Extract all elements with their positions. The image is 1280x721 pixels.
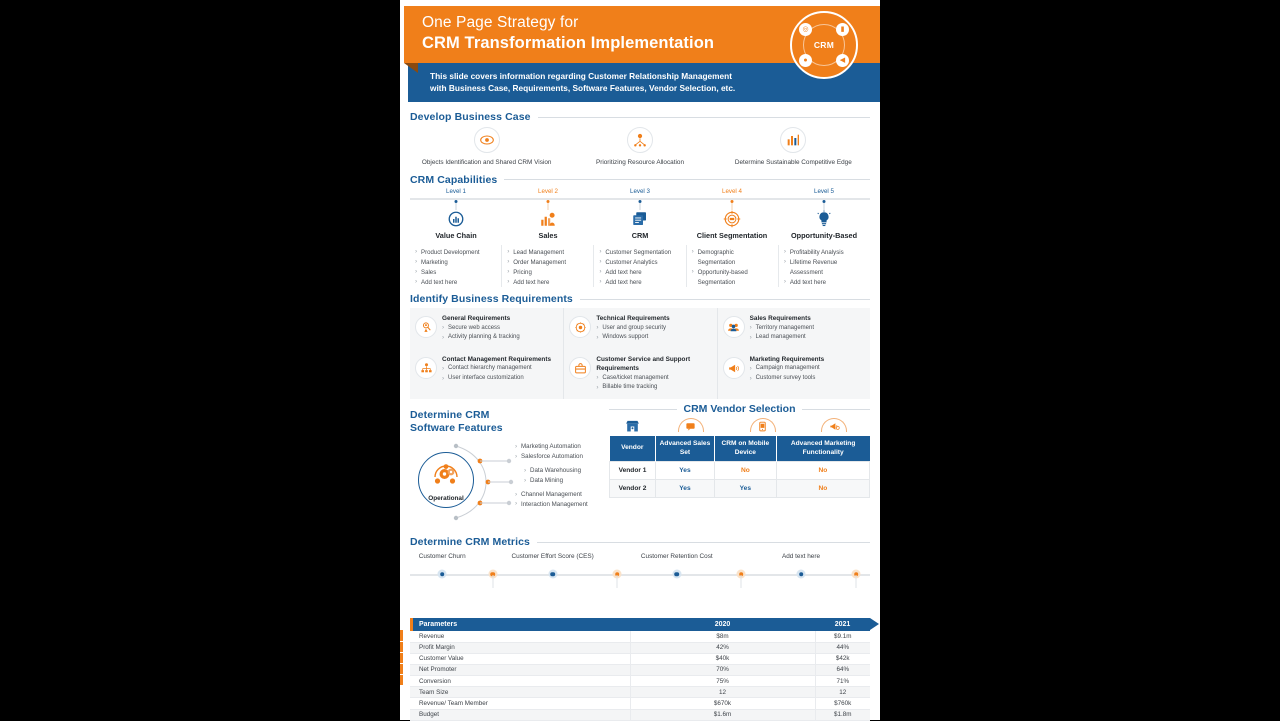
parameter-name: Customer Value (410, 653, 630, 664)
chat-bubble-icon (685, 421, 696, 432)
vendor-icon-cell (798, 418, 870, 435)
bullet: › Opportunity-based Segmentation (692, 268, 773, 288)
operational-label: Operational (428, 495, 464, 503)
parameter-2021: 12 (815, 687, 870, 698)
badge-person-icon: ● (799, 54, 812, 67)
bullet: › Product Development (415, 248, 496, 258)
subtitle-bold-1: Customer Relationship Management (588, 71, 732, 81)
metric-label: Customer Retention Cost (640, 553, 713, 561)
capabilities-block (400, 186, 880, 287)
capability-column[interactable] (502, 210, 594, 240)
vendor-icon-cell (655, 418, 727, 435)
bullet: › Profitability Analysis (784, 248, 865, 258)
parameter-2020: $1.6m (630, 709, 815, 720)
bullet: › User interface customization (442, 374, 551, 384)
header-subtitle (430, 70, 800, 95)
capability-level (778, 188, 870, 198)
capability-level (686, 188, 778, 198)
bullet: › Territory management (750, 324, 814, 334)
bullet: › Salesforce Automation (515, 452, 615, 462)
bullet: › Case/ticket management (596, 374, 710, 384)
marketing-megaphone-icon (829, 421, 840, 432)
megaphone-icon (723, 357, 745, 379)
page-title (422, 14, 752, 53)
business-case-item[interactable] (563, 127, 716, 168)
parameter-2020: 42% (630, 642, 815, 653)
vendor-column-header[interactable]: Vendor (610, 436, 656, 462)
header-arrow-shape (870, 618, 879, 630)
table-row[interactable] (410, 642, 870, 653)
parameter-name: Profit Margin (410, 642, 630, 653)
bullet: › Add text here (599, 278, 680, 288)
bullet: › Demographic Segmentation (692, 248, 773, 268)
bullet: › Customer Analytics (599, 258, 680, 268)
header-accent-tick (410, 618, 413, 631)
bullet: › Marketing (415, 258, 496, 268)
bullet: › Windows support (596, 333, 669, 343)
capability-name: Value Chain (435, 230, 477, 240)
capability-bullets (686, 245, 778, 287)
bullet: › User and group security (596, 324, 669, 334)
requirement-cell[interactable] (717, 349, 870, 399)
bullet: › Lead Management (507, 248, 588, 258)
gears-icon (431, 463, 461, 489)
axis-marker (686, 200, 778, 210)
business-case-label: Objects Identification and Shared CRM Vision (421, 159, 552, 166)
capability-name: Sales (538, 230, 558, 240)
sales-chart-icon (539, 210, 557, 228)
business-case-heading-row (400, 111, 880, 123)
parameter-2021: 71% (815, 676, 870, 687)
vendor-column-header[interactable]: Advanced Sales Set (656, 436, 715, 462)
parameters-table (410, 631, 870, 721)
capability-level (502, 188, 594, 198)
capability-bullets (501, 245, 593, 287)
parameter-name: Revenue (410, 631, 630, 642)
user-search-icon (415, 316, 437, 338)
org-hierarchy-icon (415, 357, 437, 379)
parameter-2021: $760k (815, 698, 870, 709)
requirement-cell[interactable] (410, 308, 563, 349)
requirements-heading-row (400, 293, 880, 305)
requirement-title: Technical Requirements (596, 315, 670, 323)
business-case-label: Determine Sustainable Competitive Edge (734, 159, 852, 166)
metrics-timeline (400, 553, 880, 590)
capability-column[interactable] (686, 210, 778, 240)
vendor-column-header[interactable]: CRM on Mobile Device (714, 436, 776, 462)
subtitle-prefix: This slide covers information regarding (430, 71, 589, 81)
features-heading-line-1: Determine CRM (410, 409, 490, 422)
metrics-heading-row (400, 536, 880, 548)
vendor-column-icons (609, 418, 870, 435)
capabilities-heading: CRM Capabilities (410, 173, 498, 186)
parameter-2021: 44% (815, 642, 870, 653)
requirement-cell[interactable] (410, 349, 563, 399)
vendor-value: No (776, 462, 869, 480)
parameter-2020: $8m (630, 631, 815, 642)
bullet: › Lifetime Revenue Assessment (784, 258, 865, 278)
table-row[interactable] (410, 664, 870, 675)
year-2021-column-header[interactable]: 2021 (834, 621, 851, 629)
capabilities-heading-row (400, 174, 880, 186)
marker-stem (617, 575, 618, 588)
bullet: › Activity planning & tracking (442, 333, 520, 343)
business-case-label: Prioritizing Resource Allocation (595, 159, 685, 166)
capability-bullet-lists (410, 245, 870, 287)
parameter-2020: 70% (630, 664, 815, 675)
marker-stem (492, 575, 493, 588)
vendor-store-icon (609, 418, 655, 435)
bullet: › Billable time tracking (596, 383, 710, 393)
requirement-cell[interactable] (563, 349, 716, 399)
requirement-title: Customer Service and Support Requirements (596, 356, 691, 373)
vendor-heading-row (609, 403, 870, 415)
icon-arc (750, 418, 776, 432)
badge-label: CRM (810, 38, 838, 52)
features-heading-line-2: Software Features (410, 422, 503, 435)
capability-level (594, 188, 686, 198)
bullet: › Customer Segmentation (599, 248, 680, 258)
requirement-title: Sales Requirements (749, 315, 811, 323)
software-features-panel (400, 403, 605, 526)
features-vendor-row (400, 403, 880, 526)
table-row[interactable] (610, 462, 870, 480)
capability-name: Client Segmentation (696, 230, 768, 240)
crm-badge (790, 11, 858, 79)
axis-marker (410, 200, 502, 210)
heading-rule (538, 117, 870, 118)
parameter-2020: 12 (630, 687, 815, 698)
capability-bullets (778, 245, 870, 287)
vendor-table-header-row (610, 436, 870, 462)
parameter-2020: $40k (630, 653, 815, 664)
metric-label: Customer Churn (418, 553, 466, 561)
vendor-icon-cell (727, 418, 799, 435)
bullet: › Add text here (784, 278, 865, 288)
briefcase-support-icon (569, 357, 591, 379)
bullet: › Data Warehousing (524, 466, 615, 476)
heading-rule (802, 409, 870, 410)
parameters-column-header[interactable]: Parameters (419, 621, 458, 629)
title-line-1: One Page Strategy for (422, 14, 579, 31)
capability-icons-row (410, 210, 870, 240)
parameter-name: Team Size (410, 687, 630, 698)
subtitle-bold-2: with Business Case, Requirements, Software Features, Vendor Selection, etc. (430, 83, 736, 94)
business-case-items (400, 123, 880, 168)
bullet: › Pricing (507, 268, 588, 278)
metric-label: Customer Effort Score (CES) (511, 553, 594, 561)
metrics-axis (410, 566, 870, 590)
bullet: › Add text here (415, 278, 496, 288)
vendor-selection-panel (605, 403, 880, 526)
parameter-name: Net Promoter (410, 664, 630, 675)
features-diagram (410, 438, 605, 526)
metrics-heading: Determine CRM Metrics (410, 536, 530, 549)
parameter-2021: $1.8m (815, 709, 870, 720)
table-row[interactable] (410, 698, 870, 709)
axis-marker (594, 200, 686, 210)
feature-group (515, 442, 615, 462)
requirements-grid (410, 308, 870, 399)
table-row[interactable] (410, 676, 870, 687)
parameter-name: Budget (410, 709, 630, 720)
marker-stem (856, 575, 857, 588)
title-line-2: CRM Transformation Implementation (422, 33, 715, 52)
features-bullet-groups (515, 442, 615, 514)
resource-allocation-icon (627, 127, 653, 153)
heading-rule (537, 542, 870, 543)
requirement-cell[interactable] (563, 308, 716, 349)
parameter-2020: $670k (630, 698, 815, 709)
bullet: › Lead management (750, 333, 814, 343)
marker-stem (741, 575, 742, 588)
bullet: › Customer survey tools (750, 374, 825, 384)
metric-marker[interactable] (797, 570, 806, 579)
table-row[interactable] (410, 709, 870, 720)
business-case-heading: Develop Business Case (410, 111, 531, 123)
parameters-table-wrap (410, 618, 870, 721)
bullet: › Order Management (507, 258, 588, 268)
bullet: › Secure web access (442, 324, 520, 334)
eye-icon (474, 127, 500, 153)
people-group-icon (723, 316, 745, 338)
lightbulb-icon (815, 210, 833, 228)
level-label: Level 5 (814, 187, 834, 195)
slide-header (400, 0, 880, 105)
heading-rule (580, 299, 870, 300)
operational-circle (418, 452, 474, 508)
vendor-name: Vendor 1 (610, 462, 656, 480)
bullet: › Marketing Automation (515, 442, 615, 452)
capability-name: CRM (631, 230, 649, 240)
bullet: › Interaction Management (515, 500, 615, 510)
badge-target-icon: ◎ (799, 23, 812, 36)
capability-column[interactable] (594, 210, 686, 240)
vendor-value: No (714, 462, 776, 480)
vendor-name: Vendor 2 (610, 480, 656, 498)
capability-name: Opportunity-Based (790, 230, 858, 240)
table-row[interactable] (610, 480, 870, 498)
heading-rule (609, 409, 677, 410)
requirement-cell[interactable] (717, 308, 870, 349)
axis-marker (778, 200, 870, 210)
bullet: › Channel Management (515, 490, 615, 500)
feature-group (515, 466, 615, 486)
heading-rule (504, 179, 870, 180)
capability-column[interactable] (410, 210, 502, 240)
icon-arc (678, 418, 704, 432)
vendor-value: Yes (656, 480, 715, 498)
vendor-value: Yes (714, 480, 776, 498)
capability-bullets (593, 245, 685, 287)
capability-level-labels (410, 188, 870, 198)
requirement-title: Marketing Requirements (749, 356, 825, 364)
capability-level (410, 188, 502, 198)
axis-marker (502, 200, 594, 210)
level-label: Level 1 (446, 187, 466, 195)
features-heading (410, 409, 503, 435)
table-row[interactable] (410, 687, 870, 698)
level-label: Level 3 (630, 187, 650, 195)
badge-chart-icon: ▮ (836, 23, 849, 36)
vendor-heading: CRM Vendor Selection (683, 403, 796, 416)
parameter-2021: 64% (815, 664, 870, 675)
slide-canvas (400, 0, 880, 720)
bullet: › Sales (415, 268, 496, 278)
table-row[interactable] (410, 653, 870, 664)
icon-arc (821, 418, 847, 432)
capabilities-axis-markers (410, 200, 870, 210)
vendor-value: Yes (656, 462, 715, 480)
mobile-device-icon (757, 421, 768, 432)
year-2020-column-header[interactable]: 2020 (714, 621, 731, 629)
requirement-title: Contact Management Requirements (442, 356, 552, 364)
metrics-labels (410, 553, 870, 566)
requirements-heading: Identify Business Requirements (410, 293, 573, 306)
vendor-column-header[interactable]: Advanced Marketing Functionality (776, 436, 869, 462)
metric-marker[interactable] (672, 570, 681, 579)
parameter-name: Revenue/ Team Member (410, 698, 630, 709)
features-heading-row (410, 409, 605, 435)
vendor-value: No (776, 480, 869, 498)
metric-label: Add text here (781, 553, 821, 561)
capability-bullets (410, 245, 501, 287)
metric-marker[interactable] (548, 570, 557, 579)
level-label: Level 4 (722, 187, 742, 195)
badge-megaphone-icon: ◀ (836, 54, 849, 67)
business-case-item[interactable] (717, 127, 870, 168)
requirement-title: General Requirements (442, 315, 511, 323)
bullet: › Add text here (599, 268, 680, 278)
table-row[interactable] (410, 631, 870, 642)
business-case-item[interactable] (410, 127, 563, 168)
parameter-2021: $9.1m (815, 631, 870, 642)
target-group-icon (723, 210, 741, 228)
bar-chart-icon (780, 127, 806, 153)
parameter-2020: 75% (630, 676, 815, 687)
level-label: Level 2 (538, 187, 558, 195)
bullet: › Add text here (507, 278, 588, 288)
parameters-table-header (410, 618, 870, 631)
bullet: › Data Mining (524, 476, 615, 486)
parameter-name: Conversion (410, 676, 630, 687)
gear-settings-icon (569, 316, 591, 338)
documents-icon (631, 210, 649, 228)
analytics-circle-icon (447, 210, 465, 228)
parameter-2021: $42k (815, 653, 870, 664)
metric-marker[interactable] (438, 570, 447, 579)
vendor-table (609, 436, 870, 498)
feature-group (515, 490, 615, 510)
bullet: › Contact hierarchy management (442, 364, 551, 374)
bullet: › Campaign management (750, 364, 825, 374)
capability-column[interactable] (778, 210, 870, 240)
